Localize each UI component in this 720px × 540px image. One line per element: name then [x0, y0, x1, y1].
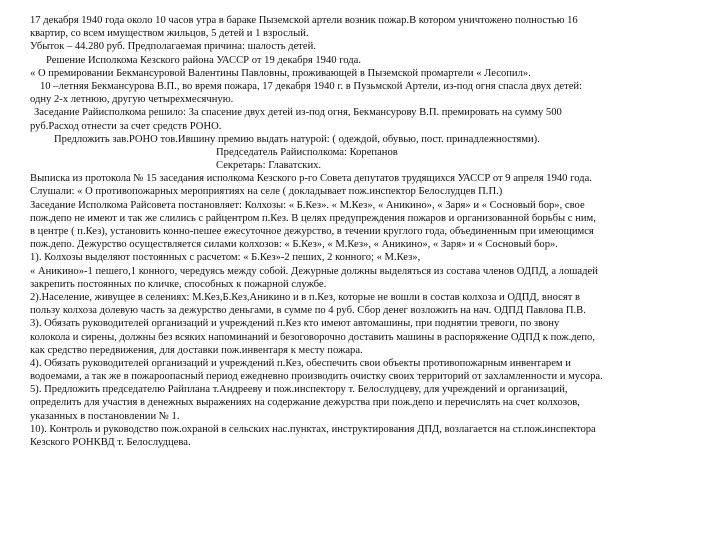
document-page — [30, 14, 702, 449]
text-line: 4). Обязать руководителей организаций и учреждений п.Кез, обеспечить свои объекты противопожарным инвентарем и — [30, 357, 571, 369]
text-line: в центре ( п.Кез), установить конно-пешее ежесуточное дежурство, в течении круглого года, объединенным при имеющимся — [30, 226, 594, 237]
text-line: « О премировании Бекмансуровой Валентины Павловны, проживающей в Пыземской промартели « Лесопил». — [30, 67, 531, 79]
text-line: указанных в постановлении № 1. — [30, 410, 180, 422]
text-line: руб.Расход отнести за счет средств РОНО. — [30, 120, 222, 132]
text-line: 5). Предложить председателю Райплана т.Андрееву и пож.инспектору т. Белослудцеву, для учреждений и организаций, — [30, 384, 568, 396]
text-line: Слушали: « О противопожарных мероприятиях на селе ( докладывает пож.инспектор Белослудцев П.П.) — [30, 186, 503, 198]
text-line: одну 2-х летнюю, другую четырехмесячную. — [30, 94, 234, 106]
text-line: водоемами, а так же в пожароопасный период ежедневно производить очистку своих территорий от захламленности и мусора. — [30, 371, 603, 383]
text-line: определить для участия в денежных выражениях на содержание дежурства при пож.депо и перечислять на счет колхозов, — [30, 397, 580, 409]
text-line: 2).Население, живущее в селениях: М.Кез,Б.Кез,Аникино и в п.Кез, которые не вошли в состав колхоза и ОДПД, вносят в — [30, 291, 580, 303]
text-line: Предложить зав.РОНО тов.Ившину премию выдать натурой: ( одеждой, обувью, пост. принадлежностями). — [54, 133, 540, 145]
decision-heading: Решение Исполкома Кезского района УАССР от 19 декабря 1940 года. — [46, 54, 362, 66]
text-line: пользу колхоза долевую часть за дежурство деньгами, в сумме по 4 руб. Сбор денег возложить на нач. ОДПД Павлова П.В. — [30, 305, 586, 317]
text-line: 17 декабря 1940 года около 10 часов утра в бараке Пыземской артели возник пожар.В котором уничтожено полностью 16 — [30, 15, 578, 26]
text-line: 10 –летняя Бекмансурова В.П., во время пожара, 17 декабря 1940 г. в Пузьмской Артели, из-под огня спасла двух детей: — [40, 80, 583, 92]
text-line: Убыток – 44.280 руб. Предполагаемая причина: шалость детей. — [30, 41, 316, 53]
text-line: 3). Обязать руководителей организаций и учреждений п.Кез кто имеют автомашины, при поднятии тревоги, по звону — [30, 318, 560, 330]
text-line: квартир, со всем имуществом жильцов, 5 детей и 1 взрослый. — [30, 28, 309, 40]
text-line: колокола и сирены, должны без всяких напоминаний и безоговорочно доставить машины в распоряжение ОДПД к пож.депо, — [30, 331, 595, 343]
text-line: Заседание Исполкома Райсовета постановляет: Колхозы: « Б.Кез». « М.Кез», « Аникино», « Заря» и « Сосновый бор», свое — [30, 199, 585, 211]
text-line: 10). Контроль и руководство пож.охраной в сельских нас.пунктах, инструктирования ДПД, возлагается на ст.пож.инспектора — [30, 423, 596, 435]
text-line: как средство передвижения, для доставки пож.инвентаря к месту пожара. — [30, 344, 363, 356]
text-line: 1). Колхозы выделяют постоянных с расчетом: « Б.Кез»-2 пеших, 2 конного; « М.Кез», — [30, 252, 421, 264]
text-line: пож.депо. Дежурство осуществляется силами колхозов: « Б.Кез», « М.Кез», « Аникино», « Заря» и « Сосновый бор». — [30, 239, 558, 251]
chairman-signature-line: Председатель Райисполкома: Корепанов — [216, 146, 398, 158]
text-line: закрепить постоянных по кличке, способных к пожарной службе. — [30, 278, 327, 290]
text-line: Кезского РОНКВД т. Белослудцева. — [30, 437, 191, 448]
text-line: пож.депо не имеют и так же слились с райцентром п.Кез. В целях предупреждения пожаров и организованной борьбы с ним, — [30, 212, 596, 224]
text-line: Заседание Райисполкома решило: За спасение двух детей из-под огня, Бекмансурову В.П. премировать на сумму 500 — [34, 107, 562, 119]
secretary-signature-line: Секретарь: Главатских. — [216, 160, 322, 172]
protocol-heading: Выписка из протокола № 15 заседания исполкома Кезского р-го Совета депутатов трудящихся УАССР от 9 апреля 1940 года. — [30, 173, 592, 185]
text-line: « Аникино»-1 пешего,1 конного, чередуясь между собой. Дежурные должны выделяться из состава членов ОДПД, а лошадей — [30, 265, 598, 277]
